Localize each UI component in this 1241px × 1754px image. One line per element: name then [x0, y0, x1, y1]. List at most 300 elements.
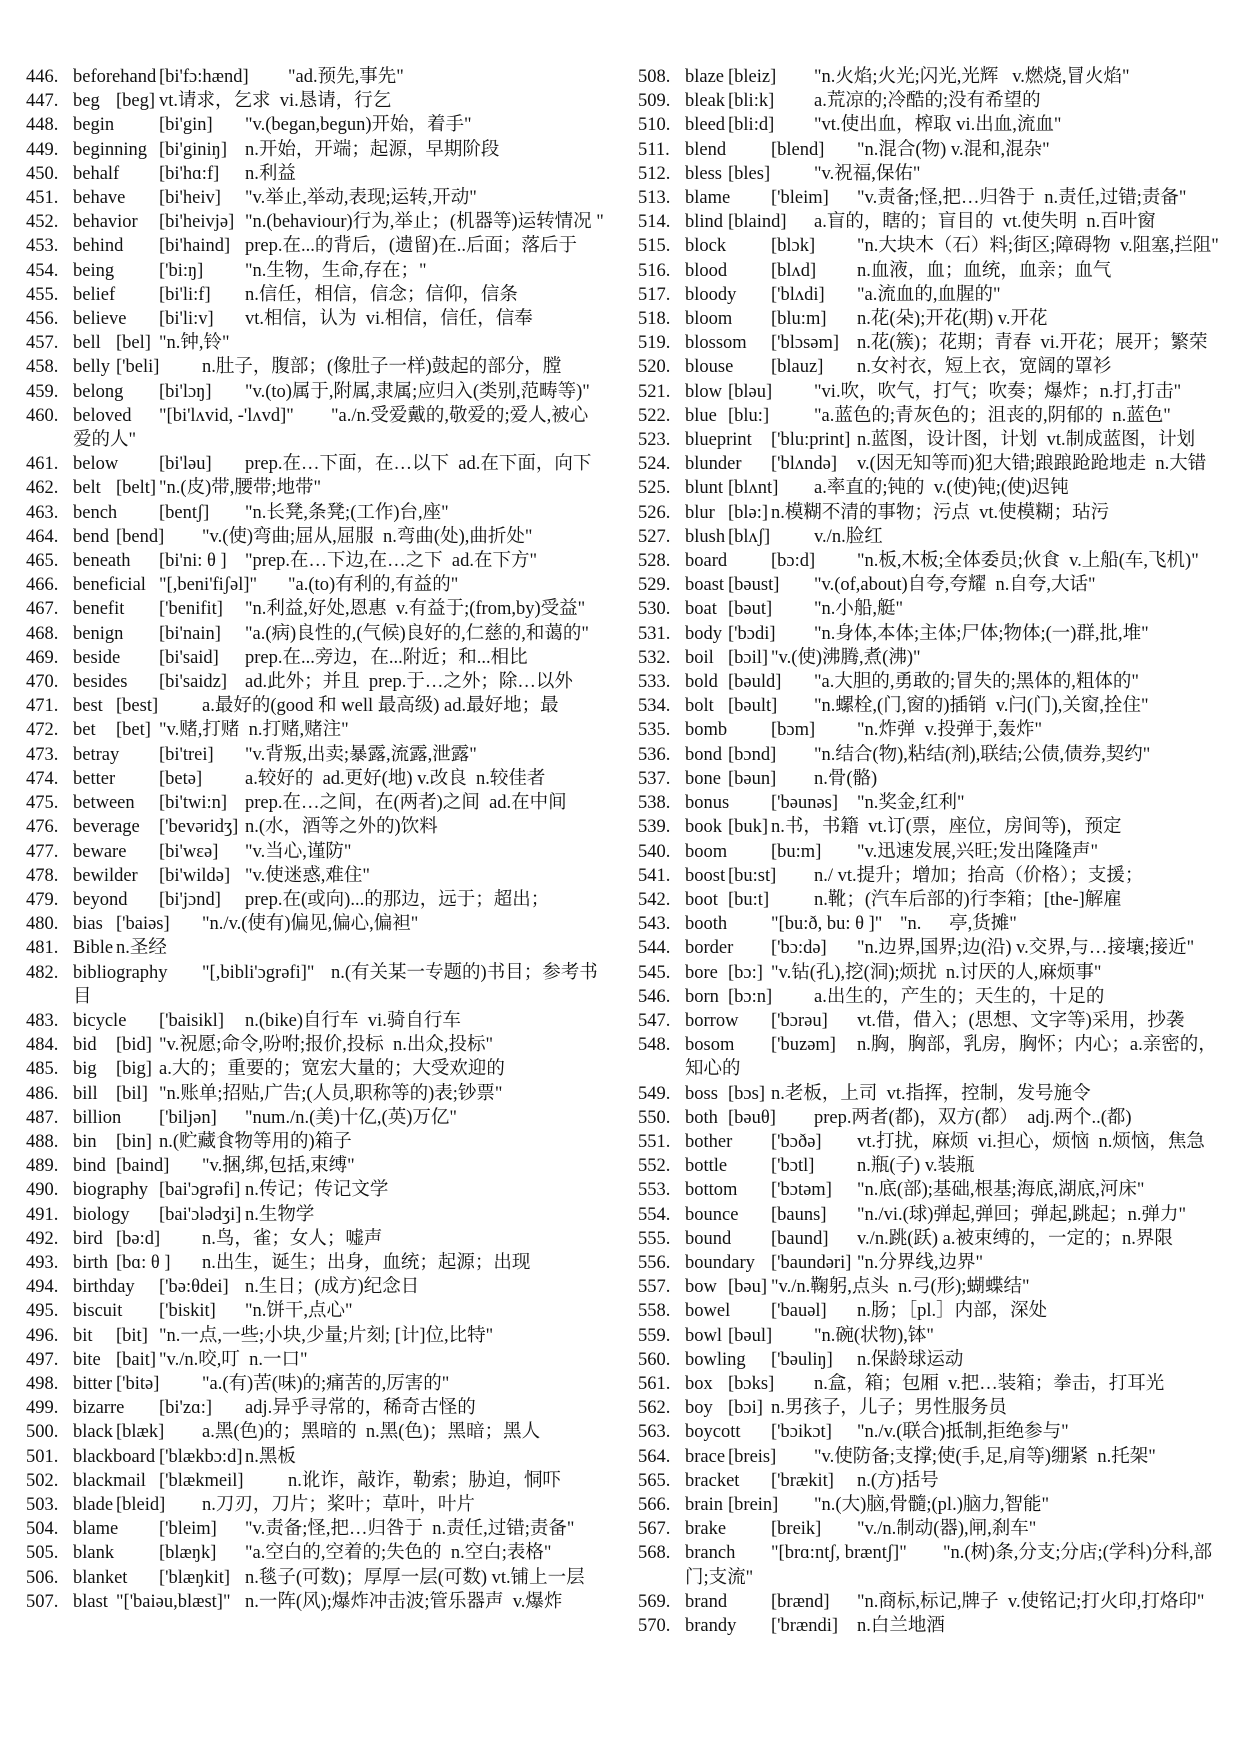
- vocab-entry: [26, 1251, 606, 1275]
- entry-number: 532.: [638, 647, 671, 668]
- entry-word: bench: [73, 502, 118, 523]
- entry-body: [73, 404, 606, 452]
- entry-body: [685, 404, 1228, 428]
- entry-number: 539.: [638, 817, 671, 838]
- entry-definition: prep.在...旁边，在...附近；和...相比: [245, 647, 528, 668]
- entry-definition: n.生日；(成方)纪念日: [245, 1277, 420, 1298]
- entry-definition: n.毯子(可数)；厚厚一层(可数) vt.铺上一层: [245, 1567, 585, 1588]
- entry-word: bore: [685, 962, 718, 983]
- vocab-entry: [638, 961, 1228, 985]
- entry-body: [685, 912, 1228, 936]
- entry-number: 464.: [26, 526, 59, 547]
- vocab-entry: [638, 1372, 1228, 1396]
- entry-word: behavior: [73, 212, 138, 233]
- entry-definition: a.出生的，产生的；天生的，十足的: [814, 986, 1105, 1007]
- entry-phonetic: "[bi'lʌvid, -'lʌvd]": [159, 405, 294, 426]
- entry-definition: vt.借，借入；(思想、文字等)采用，抄袭: [857, 1010, 1185, 1031]
- entry-number: 495.: [26, 1301, 59, 1322]
- entry-body: [685, 767, 1228, 791]
- entry-body: [685, 1275, 1228, 1299]
- entry-number: 520.: [638, 357, 671, 378]
- entry-definition: "n.奖金,红利": [857, 793, 965, 814]
- vocab-entry: [638, 1420, 1228, 1444]
- entry-phonetic: [blə:]: [728, 502, 769, 523]
- entry-body: [73, 1541, 606, 1565]
- entry-number: 534.: [638, 696, 671, 717]
- entry-word: birthday: [73, 1277, 135, 1298]
- entry-number: 559.: [638, 1325, 671, 1346]
- entry-phonetic: [bəuθ]: [728, 1107, 776, 1128]
- entry-word: both: [685, 1107, 718, 1128]
- entry-phonetic: ['biskit]: [159, 1301, 216, 1322]
- entry-body: [73, 89, 606, 113]
- entry-word: behalf: [73, 163, 120, 184]
- entry-body: [685, 1082, 1228, 1106]
- entry-number: 544.: [638, 938, 671, 959]
- vocab-entry: [638, 1324, 1228, 1348]
- entry-word: blouse: [685, 357, 734, 378]
- vocab-entry: [26, 476, 606, 500]
- entry-number: 526.: [638, 502, 671, 523]
- entry-definition: "n./v.(使有)偏见,偏心,偏袒": [202, 914, 419, 935]
- entry-word: blow: [685, 381, 722, 402]
- entry-phonetic: [bləu]: [728, 381, 773, 402]
- entry-body: [685, 961, 1228, 985]
- entry-body: [73, 113, 606, 137]
- entry-phonetic: ['baisikl]: [159, 1010, 224, 1031]
- entry-body: [73, 186, 606, 210]
- vocab-entry: [638, 331, 1228, 355]
- entry-definition: n.花(簇)；花期；青春 vi.开花；展开；繁荣: [857, 333, 1208, 354]
- entry-definition: "n.碗(状物),钵": [814, 1325, 934, 1346]
- entry-definition: "v.使迷惑,难住": [245, 865, 370, 886]
- entry-definition: "v.(of,about)自夸,夸耀 n.自夸,大话": [814, 575, 1096, 596]
- entry-definition: "v.(使)弯曲;屈从,屈服 n.弯曲(处),曲折处": [202, 526, 533, 547]
- entry-phonetic: [blu:m]: [771, 309, 827, 330]
- entry-word: boat: [685, 599, 717, 620]
- vocab-entry: [26, 1420, 606, 1444]
- entry-phonetic: [bauns]: [771, 1204, 827, 1225]
- entry-word: blue: [685, 405, 717, 426]
- entry-word: bias: [73, 914, 103, 935]
- entry-phonetic: ['bəuliŋ]: [771, 1349, 833, 1370]
- vocab-entry: [638, 936, 1228, 960]
- entry-number: 507.: [26, 1591, 59, 1612]
- vocab-entry: [26, 452, 606, 476]
- vocab-entry: [638, 234, 1228, 258]
- entry-definition: "n.边界,国界;边(沿) v.交界,与…接壤;接近": [857, 938, 1195, 959]
- entry-definition: n.保龄球运动: [857, 1349, 964, 1370]
- entry-word: blunt: [685, 478, 724, 499]
- entry-definition: n.利益: [245, 163, 296, 184]
- vocab-entry: [26, 1348, 606, 1372]
- entry-number: 570.: [638, 1616, 671, 1636]
- entry-number: 561.: [638, 1373, 671, 1394]
- entry-body: [73, 840, 606, 864]
- entry-word: brandy: [685, 1616, 737, 1636]
- entry-definition: "v./n.咬,叮 n.一口": [159, 1349, 308, 1370]
- entry-definition: "vi.吹，吹气，打气；吹奏；爆炸；n.打,打击": [814, 381, 1182, 402]
- entry-number: 502.: [26, 1470, 59, 1491]
- entry-definition: "v.(使)沸腾,煮(沸)": [771, 647, 921, 668]
- entry-definition: "a.(有)苦(味)的;痛苦的,厉害的": [202, 1373, 450, 1394]
- vocab-entry: [638, 597, 1228, 621]
- entry-number: 552.: [638, 1156, 671, 1177]
- entry-body: [73, 888, 606, 912]
- entry-phonetic: "[brɑ:ntʃ, bræntʃ]": [771, 1543, 907, 1564]
- entry-definition: "n.(大)脑,骨髓;(pl.)脑力,智能": [814, 1494, 1050, 1515]
- entry-word: being: [73, 260, 115, 281]
- entry-phonetic: [buk]: [728, 817, 769, 838]
- vocab-entry: [26, 1009, 606, 1033]
- entry-phonetic: ['bɔrəu]: [771, 1010, 828, 1031]
- vocab-entry: [638, 1469, 1228, 1493]
- entry-definition: n.花(朵);开花(期) v.开花: [857, 309, 1048, 330]
- entry-definition: prep.在…下面，在…以下 ad.在下面，向下: [245, 454, 592, 475]
- vocab-entry: [638, 888, 1228, 912]
- entry-phonetic: [bɔm]: [771, 720, 816, 741]
- entry-word: beside: [73, 647, 121, 668]
- entry-number: 512.: [638, 163, 671, 184]
- vocab-entry: [26, 525, 606, 549]
- entry-body: [73, 476, 606, 500]
- entry-phonetic: [bi'nain]: [159, 623, 221, 644]
- entry-phonetic: [big]: [116, 1059, 152, 1080]
- entry-definition: "n.(皮)带,腰带;地带": [159, 478, 322, 499]
- vocab-entry: [26, 961, 606, 1009]
- vocab-entry: [638, 186, 1228, 210]
- entry-number: 545.: [638, 962, 671, 983]
- vocab-entry: [26, 1396, 606, 1420]
- entry-body: [685, 186, 1228, 210]
- entry-definition: "n.一点,一些;小块,少量;片刻; [计]位,比特": [159, 1325, 494, 1346]
- entry-definition: "v.背叛,出卖;暴露,流露,泄露": [245, 744, 477, 765]
- entry-word: bite: [73, 1349, 101, 1370]
- vocab-entry: [26, 186, 606, 210]
- entry-phonetic: ['bɔdi]: [728, 623, 776, 644]
- entry-definition: "a.(病)良性的,(气候)良好的,仁慈的,和蔼的": [245, 623, 589, 644]
- vocab-entry: [26, 1469, 606, 1493]
- entry-word: biology: [73, 1204, 130, 1225]
- entry-body: [685, 1251, 1228, 1275]
- entry-number: 481.: [26, 938, 59, 959]
- entry-body: [73, 912, 606, 936]
- entry-number: 553.: [638, 1180, 671, 1201]
- vocab-entry: [638, 646, 1228, 670]
- vocab-entry: [638, 283, 1228, 307]
- entry-phonetic: ['beli]: [116, 357, 160, 378]
- entry-body: [73, 1372, 606, 1396]
- entry-word: bowel: [685, 1301, 731, 1322]
- vocab-entry: [26, 113, 606, 137]
- entry-phonetic: ['brændi]: [771, 1616, 839, 1636]
- entry-number: 505.: [26, 1543, 59, 1564]
- vocab-entry: [638, 428, 1228, 452]
- entry-body: [685, 1372, 1228, 1396]
- entry-definition: n.书，书籍 vt.订(票，座位，房间等)，预定: [771, 817, 1122, 838]
- vocab-entry: [26, 1203, 606, 1227]
- entry-number: 487.: [26, 1107, 59, 1128]
- entry-body: [685, 646, 1228, 670]
- entry-body: [685, 791, 1228, 815]
- entry-definition: "v.使防备;支撑;使(手,足,肩等)绷紧 n.托架": [814, 1446, 1156, 1467]
- entry-number: 492.: [26, 1228, 59, 1249]
- entry-phonetic: [bid]: [116, 1035, 152, 1056]
- entry-number: 543.: [638, 914, 671, 935]
- entry-phonetic: [blæk]: [116, 1422, 165, 1443]
- entry-word: beneficial: [73, 575, 146, 596]
- entry-phonetic: ['bitə]: [116, 1373, 160, 1394]
- vocab-entry: [638, 259, 1228, 283]
- entry-number: 509.: [638, 91, 671, 112]
- entry-body: [73, 1469, 606, 1493]
- entry-definition: "vt.使出血，榨取 vi.出血,流血": [814, 115, 1062, 136]
- vocab-entry: [638, 791, 1228, 815]
- entry-number: 513.: [638, 188, 671, 209]
- entry-definition: "n.账单;招贴,广告;(人员,职称等的)表;钞票": [159, 1083, 503, 1104]
- entry-definition: n.女衬衣，短上衣，宽阔的罩衫: [857, 357, 1112, 378]
- entry-phonetic: "[,beni'fiʃəl]": [159, 575, 258, 596]
- entry-word: blossom: [685, 333, 747, 354]
- entry-word: bracket: [685, 1470, 740, 1491]
- entry-phonetic: [bleiz]: [728, 67, 777, 87]
- entry-word: bill: [73, 1083, 98, 1104]
- entry-definition: "n.炸弹 v.投弹于,轰炸": [857, 720, 1043, 741]
- vocab-entry: [638, 1106, 1228, 1130]
- entry-body: [685, 1590, 1228, 1614]
- entry-definition: n.胸，胸部，乳房，胸怀；内心；a.亲密的，知心的: [685, 1035, 1217, 1080]
- entry-body: [685, 670, 1228, 694]
- entry-definition: a.率直的;钝的 v.(使)钝;(使)迟钝: [814, 478, 1069, 499]
- entry-phonetic: [bɔnd]: [728, 744, 777, 765]
- vocab-entry: [26, 622, 606, 646]
- entry-phonetic: [bi'li:f]: [159, 284, 211, 305]
- entry-number: 476.: [26, 817, 59, 838]
- vocab-entry: [26, 718, 606, 742]
- entry-number: 569.: [638, 1591, 671, 1612]
- entry-body: [73, 307, 606, 331]
- entry-definition: "prep.在…下边,在…之下 ad.在下方": [245, 551, 538, 572]
- entry-phonetic: [bi'ni: θ ]: [159, 551, 227, 572]
- entry-definition: n.(水，酒等之外的)饮料: [245, 817, 438, 838]
- vocab-entry: [638, 694, 1228, 718]
- entry-phonetic: ['bə:θdei]: [159, 1277, 229, 1298]
- entry-definition: "v.祝福,保佑": [814, 163, 921, 184]
- vocab-entry: [638, 1275, 1228, 1299]
- entry-phonetic: [bet]: [116, 720, 151, 741]
- entry-word: brain: [685, 1494, 724, 1515]
- entry-definition: "v./n.制动(器),闸,刹车": [857, 1519, 1037, 1540]
- entry-phonetic: [bi'hɑ:f]: [159, 163, 220, 184]
- entry-body: [73, 864, 606, 888]
- entry-definition: "a.大胆的,勇敢的;冒失的;黑体的,粗体的": [814, 672, 1139, 693]
- entry-phonetic: [bɔks]: [728, 1373, 775, 1394]
- entry-word: boom: [685, 841, 728, 862]
- entry-word: behind: [73, 236, 124, 257]
- entry-body: [73, 1299, 606, 1323]
- entry-phonetic: [bɔil]: [728, 647, 769, 668]
- entry-body: [73, 815, 606, 839]
- entry-word: belt: [73, 478, 101, 499]
- entry-phonetic: ['bevəridʒ]: [159, 817, 239, 838]
- entry-definition: "n.大块木（石）料;街区;障碍物 v.阻塞,拦阻": [857, 236, 1219, 257]
- entry-word: bet: [73, 720, 96, 741]
- entry-number: 565.: [638, 1470, 671, 1491]
- entry-phonetic: ['blækbɔ:d]: [159, 1446, 243, 1467]
- entry-definition: n.男孩子，儿子；男性服务员: [771, 1398, 1007, 1419]
- vocab-entry: [638, 113, 1228, 137]
- entry-number: 508.: [638, 67, 671, 87]
- entry-body: [73, 65, 606, 89]
- entry-definition: "n.螺栓,(门,窗的)插销 v.闩(门),关窗,拴住": [814, 696, 1149, 717]
- entry-definition: "n.分界线,边界": [857, 1252, 984, 1273]
- entry-definition: a.荒凉的;冷酷的;没有希望的: [814, 91, 1041, 112]
- entry-phonetic: ['blu:print]: [771, 430, 851, 451]
- entry-phonetic: [bəu]: [728, 1277, 768, 1298]
- vocab-entry: [638, 743, 1228, 767]
- vocab-entry: [26, 670, 606, 694]
- entry-definition: prep.在…之间，在(两者)之间 ad.在中间: [245, 793, 567, 814]
- entry-definition: "v.责备;怪,把…归咎于 n.责任,过错;责备": [857, 188, 1187, 209]
- entry-word: body: [685, 623, 722, 644]
- entry-number: 528.: [638, 551, 671, 572]
- entry-definition: n.老板，上司 vt.指挥，控制，发号施令: [771, 1083, 1091, 1104]
- vocab-entry: [26, 597, 606, 621]
- entry-word: better: [73, 768, 116, 789]
- entry-word: boy: [685, 1398, 713, 1419]
- vocab-entry: [26, 1057, 606, 1081]
- entry-body: [685, 815, 1228, 839]
- entry-word: block: [685, 236, 727, 257]
- vocab-entry: [26, 1227, 606, 1251]
- entry-definition: n.生物学: [245, 1204, 315, 1225]
- entry-number: 521.: [638, 381, 671, 402]
- entry-word: bomb: [685, 720, 728, 741]
- entry-number: 479.: [26, 889, 59, 910]
- vocab-entry: [638, 670, 1228, 694]
- entry-definition: "a./n.受爱戴的,敬爱的;爱人,被心爱的人": [73, 405, 589, 451]
- vocab-entry: [26, 1566, 606, 1590]
- entry-body: [685, 355, 1228, 379]
- entry-phonetic: [baind]: [116, 1156, 170, 1177]
- entry-body: [73, 283, 606, 307]
- entry-word: begin: [73, 115, 115, 136]
- vocab-entry: [26, 936, 606, 960]
- entry-definition: n.圣经: [116, 938, 167, 959]
- entry-body: [685, 65, 1228, 89]
- entry-phonetic: [blʌʃ]: [728, 526, 771, 547]
- entry-number: 541.: [638, 865, 671, 886]
- vocab-entry: [638, 1154, 1228, 1178]
- entry-word: bloom: [685, 309, 733, 330]
- vocab-entry: [26, 259, 606, 283]
- entry-word: bewilder: [73, 865, 138, 886]
- entry-number: 511.: [638, 139, 670, 160]
- entry-word: benign: [73, 623, 124, 644]
- entry-definition: n.出生，诞生；出身，血统；起源；出现: [202, 1252, 531, 1273]
- entry-phonetic: "[,bibli'ɔgrəfi]": [202, 962, 315, 983]
- entry-definition: "n./vi.(球)弹起,弹回；弹起,跳起；n.弹力": [857, 1204, 1187, 1225]
- entry-number: 463.: [26, 502, 59, 523]
- entry-body: [685, 694, 1228, 718]
- vocab-entry: [26, 1178, 606, 1202]
- entry-word: blame: [73, 1519, 119, 1540]
- entry-definition: ad.此外；并且 prep.于…之外；除…以外: [245, 672, 573, 693]
- entry-number: 501.: [26, 1446, 59, 1467]
- entry-word: bitter: [73, 1373, 113, 1394]
- vocab-entry: [638, 1348, 1228, 1372]
- entry-number: 453.: [26, 236, 59, 257]
- entry-word: bleed: [685, 115, 726, 136]
- entry-phonetic: ['blɔsəm]: [771, 333, 840, 354]
- entry-word: bend: [73, 526, 109, 547]
- entry-word: blast: [73, 1591, 108, 1612]
- entry-definition: "num./n.(美)十亿,(英)万亿": [245, 1107, 457, 1128]
- entry-word: bid: [73, 1035, 97, 1056]
- entry-body: [685, 743, 1228, 767]
- entry-word: below: [73, 454, 119, 475]
- entry-word: bond: [685, 744, 722, 765]
- entry-word: billion: [73, 1107, 122, 1128]
- entry-body: [685, 1493, 1228, 1517]
- entry-number: 531.: [638, 623, 671, 644]
- entry-number: 556.: [638, 1252, 671, 1273]
- entry-body: [73, 234, 606, 258]
- entry-phonetic: [bi'wildə]: [159, 865, 231, 886]
- entry-body: [73, 1517, 606, 1541]
- entry-body: [73, 1445, 606, 1469]
- entry-phonetic: [bi'lɔŋ]: [159, 381, 212, 402]
- vocab-entry: [26, 1324, 606, 1348]
- entry-definition: n.(方)括号: [857, 1470, 939, 1491]
- vocab-entry: [26, 864, 606, 888]
- entry-word: born: [685, 986, 719, 1007]
- entry-word: branch: [685, 1543, 736, 1564]
- vocab-entry: [638, 1130, 1228, 1154]
- entry-number: 496.: [26, 1325, 59, 1346]
- vocab-entry: [26, 767, 606, 791]
- vocab-entry: [26, 1275, 606, 1299]
- entry-body: [73, 501, 606, 525]
- entry-number: 485.: [26, 1059, 59, 1080]
- entry-body: [73, 767, 606, 791]
- entry-phonetic: [betə]: [159, 768, 203, 789]
- entry-number: 465.: [26, 551, 59, 572]
- entry-number: 475.: [26, 793, 59, 814]
- entry-definition: "v.当心,谨防": [245, 841, 352, 862]
- entry-number: 517.: [638, 284, 671, 305]
- vocab-entry: [26, 331, 606, 355]
- entry-phonetic: [bi'said]: [159, 647, 219, 668]
- entry-body: [73, 1057, 606, 1081]
- entry-definition: "v.捆,绑,包括,束缚": [202, 1156, 355, 1177]
- entry-word: bloody: [685, 284, 737, 305]
- entry-definition: a.最好的(good 和 well 最高级) ad.最好地；最: [202, 696, 559, 717]
- entry-word: biography: [73, 1180, 149, 1201]
- entry-number: 461.: [26, 454, 59, 475]
- vocab-entry: [26, 743, 606, 767]
- entry-phonetic: ['blʌdi]: [771, 284, 825, 305]
- entry-number: 519.: [638, 333, 671, 354]
- entry-phonetic: [blæŋk]: [159, 1543, 217, 1564]
- entry-number: 538.: [638, 793, 671, 814]
- entry-number: 537.: [638, 768, 671, 789]
- entry-body: [73, 525, 606, 549]
- entry-body: [73, 1203, 606, 1227]
- entry-body: [685, 718, 1228, 742]
- entry-body: [685, 1445, 1228, 1469]
- entry-number: 514.: [638, 212, 671, 233]
